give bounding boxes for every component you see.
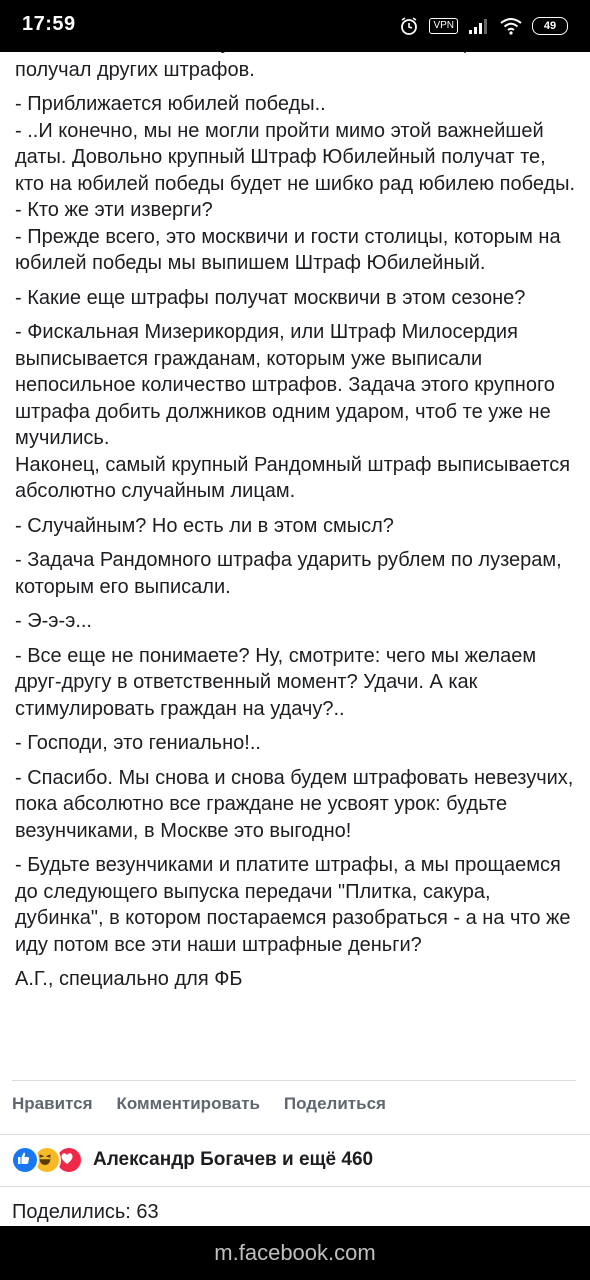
paragraph: - Фискальная Мизерикордия, или Штраф Милосердия выписывается гражданам, которым уже выписали непосильное количество штрафов. Задача этого крупного штрафа добить должников одним ударом, чтоб те уже не мучились. Наконец, самый крупный Рандомный штраф выписывается абсолютно случайным лицам. xyxy=(15,321,571,502)
share-button[interactable]: Поделиться xyxy=(283,1094,386,1113)
paragraph: - Все еще не понимаете? Ну, смотрите: чего мы желаем друг-другу в ответственный момент? Удачи. А как стимулировать граждан на удачу?.. xyxy=(15,644,537,720)
reactions-text: Александр Богачев и ещё 460 xyxy=(93,1149,374,1170)
battery-icon: 49 xyxy=(532,17,568,35)
status-time: 17:59 xyxy=(22,13,76,35)
shares-count[interactable]: Поделились: 63 xyxy=(12,1201,159,1223)
status-icons xyxy=(399,14,568,38)
url-bar[interactable]: m.facebook.com xyxy=(0,1226,590,1280)
paragraph: - Спасибо. Мы снова и снова будем штрафовать невезучих, пока абсолютно все граждане не усвоят урок: будьте везунчиками, в Москве это выгодно! xyxy=(15,766,574,842)
status-bar xyxy=(0,0,590,52)
divider xyxy=(12,1080,576,1081)
wifi-icon xyxy=(500,17,522,35)
paragraph: - Случайным? Но есть ли в этом смысл? xyxy=(15,514,394,537)
post-actions xyxy=(12,1094,386,1114)
paragraph: - Задача Рандомного штрафа ударить рублем по лузерам, которым его выписали. xyxy=(15,549,562,598)
alarm-icon xyxy=(399,16,419,36)
signature: А.Г., специально для ФБ xyxy=(15,968,243,990)
reactions-summary[interactable] xyxy=(11,1146,373,1174)
paragraph: - Господи, это гениально!.. xyxy=(15,732,261,754)
comment-button[interactable]: Комментировать xyxy=(116,1094,260,1113)
paragraph: - Какие еще штрафы получат москвичи в этом сезоне? xyxy=(15,286,526,309)
vpn-icon: VPN xyxy=(429,18,458,34)
paragraph: получал других штрафов. xyxy=(15,58,255,81)
paragraph: - Будьте везунчиками и платите штрафы, а мы прощаемся до следующего выпуска передачи "Плитка, сакура, дубинка", в котором постараемся разобраться - а на что же иду потом все эти наши штрафные деньги? xyxy=(15,854,571,956)
like-icon xyxy=(11,1146,39,1174)
paragraph: - Э-э-э... xyxy=(15,610,92,632)
divider xyxy=(0,1186,590,1187)
signal-icon xyxy=(468,17,490,35)
like-button[interactable]: Нравится xyxy=(12,1094,93,1113)
post-body xyxy=(15,30,580,1001)
paragraph: - Приближается юбилей победы.. - ..И конечно, мы не могли пройти мимо этой важнейшей даты. Довольно крупный Штраф Юбилейный получат те, кто на юбилей победы будет не шибко рад юбилею победы. - Кто же эти изверги? - Прежде всего, это москвичи и гости столицы, которым на юбилей победы мы выпишем Штраф Юбилейный. xyxy=(15,93,576,274)
divider xyxy=(0,1134,590,1135)
